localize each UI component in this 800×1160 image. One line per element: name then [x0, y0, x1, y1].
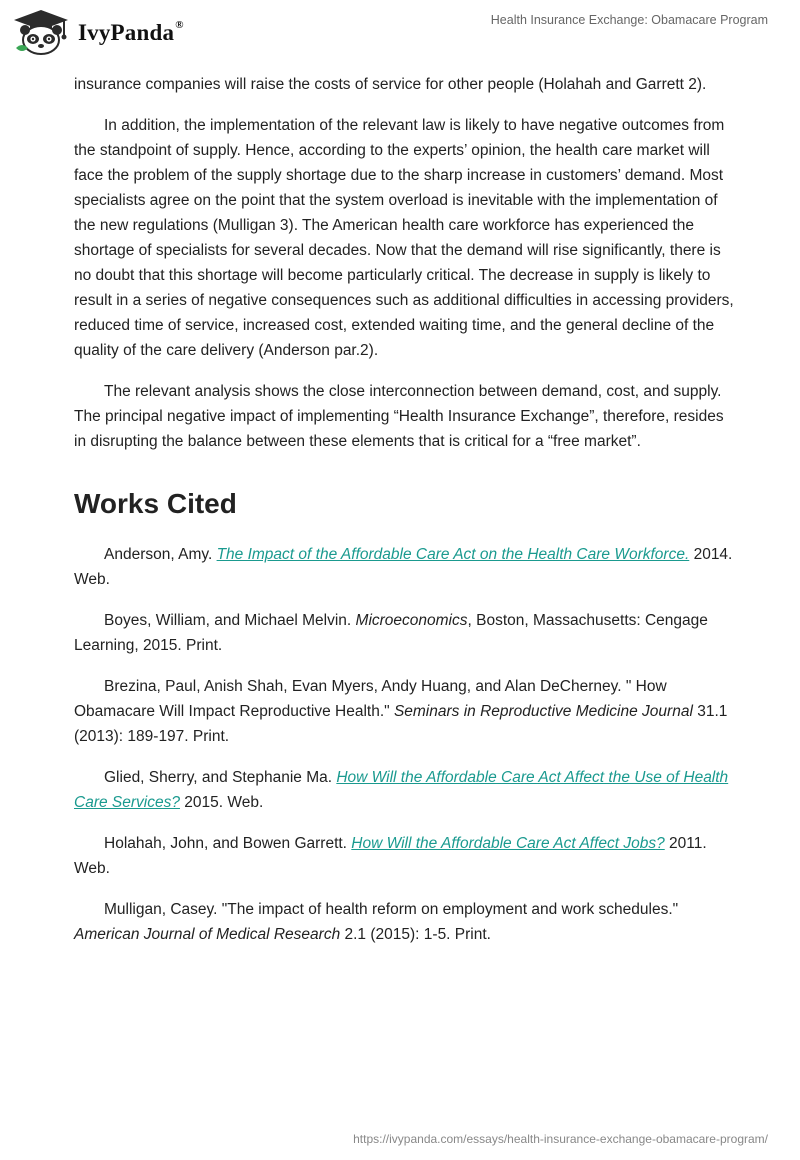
document-title: Health Insurance Exchange: Obamacare Program [490, 13, 768, 27]
citation-holahah: Holahah, John, and Bowen Garrett. How Will the Affordable Care Act Affect Jobs? 2011. Web. [74, 835, 707, 877]
citation-brezina: Brezina, Paul, Anish Shah, Evan Myers, Andy Huang, and Alan DeCherney. " How Obamacare Will Impact Reproductive Health." Seminars in Reproductive Medicine Journal 31.1 (2013): 189-197. Print. [74, 678, 728, 745]
paragraph: insurance companies will raise the costs of service for other people (Holahah and Garrett 2). [74, 76, 707, 93]
citation-anderson: Anderson, Amy. The Impact of the Affordable Care Act on the Health Care Workforce. 2014. Web. [74, 546, 733, 588]
citation-glied: Glied, Sherry, and Stephanie Ma. How Will the Affordable Care Act Affect the Use of Health Care Services? 2015. Web. [74, 769, 729, 811]
paragraph: The relevant analysis shows the close interconnection between demand, cost, and supply. The principal negative impact of implementing “Health Insurance Exchange”, therefore, resides in disrupting the balance between these elements that is critical for a “free market”. [74, 383, 724, 450]
citation-link[interactable]: How Will the Affordable Care Act Affect the Use of Health Care Services? [74, 769, 729, 811]
panda-logo-icon [12, 8, 70, 56]
logo[interactable] [12, 8, 184, 56]
brand-name: IvyPanda® [78, 18, 184, 45]
paragraph: In addition, the implementation of the relevant law is likely to have negative outcomes from the standpoint of supply. Hence, according to the experts’ opinion, the health care market will face the problem of the supply shortage due to the sharp increase in customers’ demand. Most specialists agree on the point that the system overload is inevitable with the implementation of the new regulations (Mulligan 3). The American health care workforce has experienced the shortage of specialists for several decades. Now that the demand will rise significantly, there is no doubt that this shortage will become particularly critical. The decrease in supply is likely to result in a series of negative consequences such as additional difficulties in accessing providers, reduced time of service, increased cost, extended waiting time, and the general decline of the quality of the care delivery (Anderson par.2). [74, 117, 734, 359]
citation-link[interactable]: The Impact of the Affordable Care Act on the Health Care Workforce. [216, 546, 690, 563]
citation-mulligan: Mulligan, Casey. "The impact of health reform on employment and work schedules." American Journal of Medical Research 2.1 (2015): 1-5. Print. [74, 901, 679, 943]
essay-content [74, 72, 734, 963]
works-cited-heading: Works Cited [74, 488, 237, 519]
citation-link[interactable]: How Will the Affordable Care Act Affect Jobs? [351, 835, 665, 852]
citation-boyes: Boyes, William, and Michael Melvin. Microeconomics, Boston, Massachusetts: Cengage Learning, 2015. Print. [74, 612, 708, 654]
page-header [0, 0, 800, 66]
footer-url[interactable]: https://ivypanda.com/essays/health-insurance-exchange-obamacare-program/ [353, 1132, 768, 1146]
